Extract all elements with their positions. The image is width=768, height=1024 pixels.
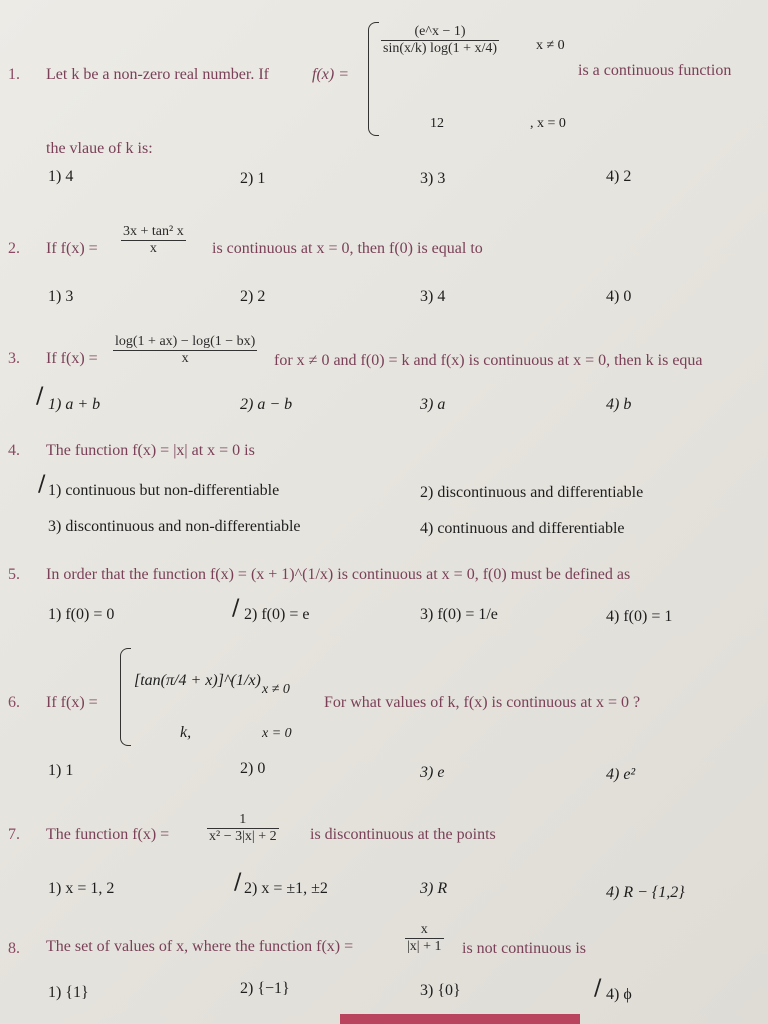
option-3[interactable]: 3) f(0) = 1/e	[420, 606, 498, 623]
question-number: 8.	[8, 940, 20, 957]
option-2[interactable]: 2) {−1}	[240, 980, 290, 997]
option-1[interactable]: 1) 4	[48, 168, 74, 185]
question-stem-tail: is not continuous is	[462, 940, 587, 957]
case-condition: x = 0	[262, 726, 292, 741]
pen-tick-mark-icon: /	[232, 596, 240, 621]
option-1[interactable]: 1) a + b	[48, 396, 101, 413]
option-4[interactable]: 4) b	[606, 396, 632, 413]
fraction-numerator: 3x + tan² x	[123, 224, 184, 239]
pen-tick-mark-icon: /	[234, 870, 242, 895]
option-4[interactable]: 4) 0	[606, 288, 632, 305]
fraction-numerator: x	[405, 922, 444, 939]
option-4[interactable]: 4) f(0) = 1	[606, 608, 673, 625]
case-condition: x ≠ 0	[536, 38, 565, 53]
fraction-denominator: x	[149, 241, 157, 256]
option-2[interactable]: 2) x = ±1, ±2	[244, 880, 328, 897]
question-number: 5.	[8, 566, 20, 583]
fraction-denominator: x	[181, 351, 189, 366]
function-label: f(x) =	[312, 66, 349, 83]
question-stem: The function f(x) = |x| at x = 0 is	[46, 442, 255, 459]
option-2[interactable]: 2) discontinuous and differentiable	[420, 484, 644, 501]
fraction-numerator: 1	[207, 812, 279, 829]
question-stem: If f(x) =	[46, 350, 98, 367]
option-2[interactable]: 2) a − b	[240, 396, 293, 413]
option-4[interactable]: 4) 2	[606, 168, 632, 185]
option-1[interactable]: 1) x = 1, 2	[48, 880, 115, 897]
option-3[interactable]: 3) {0}	[420, 982, 461, 999]
fraction-denominator: |x| + 1	[407, 939, 442, 954]
question-number: 4.	[8, 442, 20, 459]
fraction-denominator: x² − 3|x| + 2	[209, 829, 277, 844]
case-condition: x ≠ 0	[262, 682, 290, 697]
question-stem: The function f(x) =	[46, 826, 170, 843]
question-number: 6.	[8, 694, 20, 711]
option-4[interactable]: 4) continuous and differentiable	[420, 520, 625, 537]
option-3[interactable]: 3) a	[420, 396, 446, 413]
fraction	[204, 812, 282, 845]
option-3[interactable]: 3) e	[420, 764, 445, 781]
piecewise-case-1	[378, 24, 502, 57]
fraction-numerator: (e^x − 1)	[381, 24, 499, 41]
case-value: 12	[430, 116, 444, 131]
question-stem-continued: the vlaue of k is:	[46, 140, 153, 157]
option-2[interactable]: 2) 0	[240, 760, 266, 777]
pen-tick-mark-icon: /	[594, 976, 602, 1001]
question-number: 2.	[8, 240, 20, 257]
option-4[interactable]: 4) e²	[606, 766, 636, 783]
option-3[interactable]: 3) discontinuous and non-differentiable	[48, 518, 301, 535]
option-1[interactable]: 1) f(0) = 0	[48, 606, 115, 623]
question-stem-tail: For what values of k, f(x) is continuous at x = 0 ?	[324, 694, 641, 711]
option-2[interactable]: 2) f(0) = e	[244, 606, 310, 623]
question-stem-tail: is continuous at x = 0, then f(0) is equal to	[212, 240, 483, 257]
fraction-denominator: sin(x/k) log(1 + x/4)	[383, 41, 498, 56]
page-edge-stripe	[340, 1014, 580, 1024]
option-1[interactable]: 1) 3	[48, 288, 74, 305]
piecewise-case-2: k,	[180, 724, 192, 741]
piecewise-case-1: [tan(π/4 + x)]^(1/x)	[134, 672, 261, 689]
question-stem: Let k be a non-zero real number. If	[46, 66, 270, 83]
fraction-numerator: log(1 + ax) − log(1 − bx)	[115, 334, 256, 349]
option-1[interactable]: 1) continuous but non-differentiable	[48, 482, 280, 499]
option-3[interactable]: 3) R	[420, 880, 448, 897]
option-1[interactable]: 1) 1	[48, 762, 74, 779]
fraction	[110, 334, 260, 367]
fraction	[118, 224, 189, 257]
question-number: 7.	[8, 826, 20, 843]
question-stem: In order that the function f(x) = (x + 1)^(1/x) is continuous at x = 0, f(0) must be defined as	[46, 566, 631, 583]
option-3[interactable]: 3) 4	[420, 288, 446, 305]
fraction	[402, 922, 447, 955]
option-2[interactable]: 2) 1	[240, 170, 266, 187]
question-number: 3.	[8, 350, 20, 367]
option-4[interactable]: 4) R − {1,2}	[606, 884, 685, 901]
question-stem: If f(x) =	[46, 240, 98, 257]
question-stem-tail: is a continuous function	[578, 62, 732, 79]
option-1[interactable]: 1) {1}	[48, 984, 89, 1001]
case-condition: , x = 0	[530, 116, 566, 131]
pen-tick-mark-icon: /	[38, 472, 46, 497]
option-3[interactable]: 3) 3	[420, 170, 446, 187]
pen-tick-mark-icon: /	[36, 384, 44, 409]
question-stem-tail: is discontinuous at the points	[310, 826, 496, 843]
option-2[interactable]: 2) 2	[240, 288, 266, 305]
question-stem-tail: for x ≠ 0 and f(0) = k and f(x) is continuous at x = 0, then k is equa	[274, 352, 703, 369]
piecewise-brace	[120, 648, 131, 746]
question-number: 1.	[8, 66, 20, 83]
question-stem: If f(x) =	[46, 694, 98, 711]
option-4[interactable]: 4) ϕ	[606, 986, 632, 1003]
question-stem: The set of values of x, where the function f(x) =	[46, 938, 354, 955]
